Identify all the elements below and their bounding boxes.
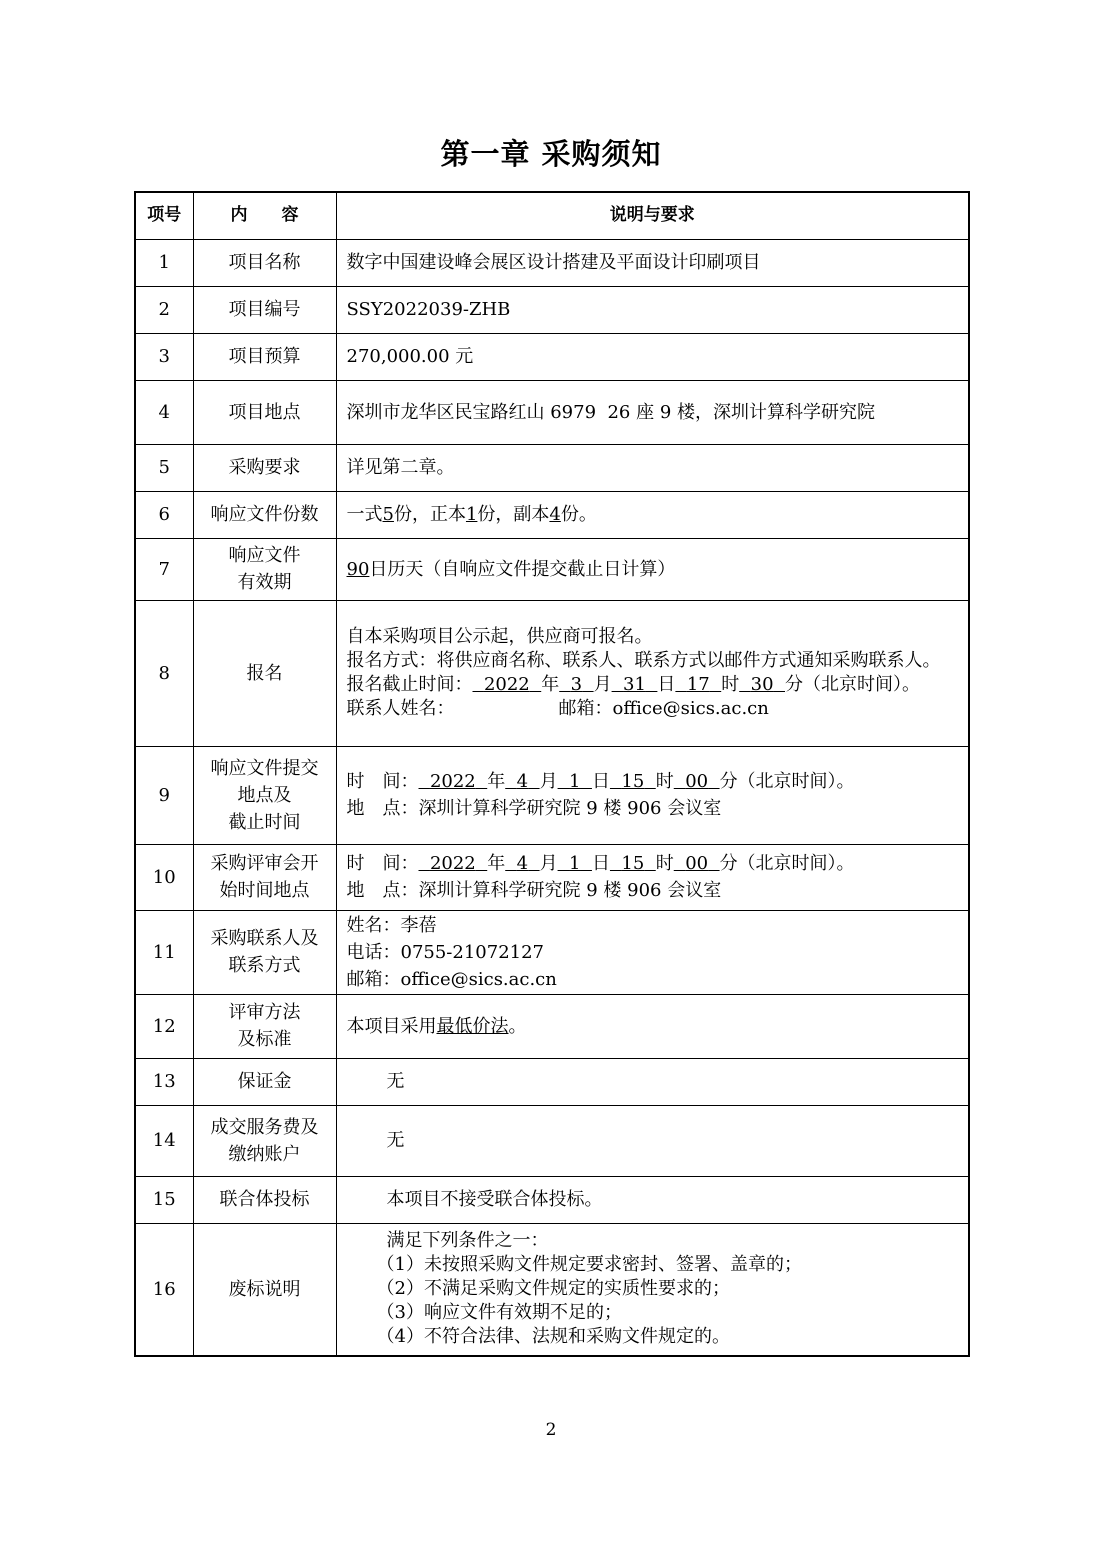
row-no: 16 <box>135 1223 193 1356</box>
item-line: 有效期 <box>237 572 292 593</box>
row-no: 5 <box>135 444 193 491</box>
row-item: 采购要求 <box>193 444 336 491</box>
review-time: 时 间： 2022 年 4 月 1 日 15 时 00 分（北京时间）。 <box>346 853 855 874</box>
row-item <box>193 746 336 844</box>
row-no: 8 <box>135 600 193 746</box>
page-number: 2 <box>545 1420 557 1440</box>
table-row <box>135 444 969 491</box>
desc-text: 一式 <box>346 504 383 525</box>
row-item: 报名 <box>193 600 336 746</box>
contact-name: 姓名：李蓓 <box>346 914 437 936</box>
item-line: 评审方法 <box>228 1002 301 1023</box>
item-line: 始时间地点 <box>219 880 310 901</box>
row-desc: 本项目不接受联合体投标。 <box>336 1176 969 1223</box>
table-row <box>135 746 969 844</box>
row-no: 13 <box>135 1058 193 1105</box>
row-desc <box>336 746 969 844</box>
item-line: 响应文件 <box>228 545 301 566</box>
row-desc <box>336 491 969 538</box>
page-title: 第一章 采购须知 <box>440 137 662 171</box>
table-row <box>135 1223 969 1356</box>
desc-line: 报名方式：将供应商名称、联系人、联系方式以邮件方式通知采购联系人。 <box>346 650 941 671</box>
review-place: 地 点：深圳计算科学研究院 9 楼 906 会议室 <box>346 880 722 901</box>
item-line: 响应文件提交 <box>210 757 319 779</box>
row-no: 10 <box>135 844 193 910</box>
item-line: 联系方式 <box>228 955 301 976</box>
row-no: 7 <box>135 538 193 600</box>
table-row <box>135 994 969 1058</box>
desc-line: 满足下列条件之一： <box>386 1230 549 1252</box>
item-line: 地点及 <box>237 784 292 806</box>
row-no: 1 <box>135 239 193 286</box>
item-line: 采购联系人及 <box>210 928 319 949</box>
row-no: 12 <box>135 994 193 1058</box>
row-desc: 深圳市龙华区民宝路红山 6979 26 座 9 楼，深圳计算科学研究院 <box>336 380 969 444</box>
row-no: 4 <box>135 380 193 444</box>
table-row <box>135 1058 969 1105</box>
desc-line: （4）不符合法律、法规和采购文件规定的。 <box>376 1326 730 1348</box>
contact-email: office@sics.ac.cn <box>612 698 769 719</box>
header-item: 内 容 <box>193 192 336 239</box>
item-line: 及标准 <box>237 1029 292 1050</box>
table-row <box>135 239 969 286</box>
contact-email: 邮箱：office@sics.ac.cn <box>346 968 557 990</box>
row-desc: 270,000.00 元 <box>336 333 969 380</box>
copies-total: 5 <box>382 504 394 525</box>
table-row <box>135 286 969 333</box>
row-item: 项目地点 <box>193 380 336 444</box>
contact-line: 联系人姓名： 邮箱：office@sics.ac.cn <box>346 698 769 719</box>
row-item: 项目预算 <box>193 333 336 380</box>
row-item: 项目编号 <box>193 286 336 333</box>
row-desc: 无 <box>336 1058 969 1105</box>
desc-text: 份，正本 <box>393 504 466 525</box>
submission-time: 时 间： 2022 年 4 月 1 日 15 时 00 分（北京时间）。 <box>346 771 855 792</box>
contact-phone: 电话：0755-21072127 <box>346 941 545 963</box>
table-row <box>135 333 969 380</box>
row-desc <box>336 600 969 746</box>
row-no: 6 <box>135 491 193 538</box>
procurement-notice-table <box>134 191 970 1357</box>
row-desc <box>336 910 969 994</box>
copies-duplicate: 4 <box>549 504 561 525</box>
row-desc <box>336 1223 969 1356</box>
item-line: 成交服务费及 <box>210 1116 319 1138</box>
row-item <box>193 844 336 910</box>
row-item <box>193 910 336 994</box>
row-desc: 无 <box>336 1105 969 1176</box>
row-no: 2 <box>135 286 193 333</box>
row-desc: 详见第二章。 <box>336 444 969 491</box>
desc-text: 份。 <box>560 504 597 525</box>
registration-deadline: 报名截止时间： 2022 年 3 月 31 日 17 时 30 分（北京时间）。 <box>346 674 921 695</box>
row-item: 响应文件份数 <box>193 491 336 538</box>
row-desc: 本项目采用最低价法。 <box>336 994 969 1058</box>
row-item <box>193 994 336 1058</box>
table-row <box>135 910 969 994</box>
table-row <box>135 380 969 444</box>
row-no: 15 <box>135 1176 193 1223</box>
desc-text: 日历天（自响应文件提交截止日计算） <box>369 558 676 580</box>
row-item: 项目名称 <box>193 239 336 286</box>
validity-days: 90 <box>346 558 370 580</box>
desc-line: （2）不满足采购文件规定的实质性要求的； <box>376 1278 730 1300</box>
item-line: 截止时间 <box>228 811 301 833</box>
item-line: 缴纳账户 <box>228 1143 301 1165</box>
row-desc: SSY2022039-ZHB <box>336 286 969 333</box>
desc-text: 份，副本 <box>477 504 550 525</box>
submission-place: 地 点：深圳计算科学研究院 9 楼 906 会议室 <box>346 798 722 819</box>
header-desc: 说明与要求 <box>336 192 969 239</box>
row-item <box>193 538 336 600</box>
row-item: 保证金 <box>193 1058 336 1105</box>
table-row <box>135 491 969 538</box>
row-desc: 数字中国建设峰会展区设计搭建及平面设计印刷项目 <box>336 239 969 286</box>
row-item: 废标说明 <box>193 1223 336 1356</box>
row-no: 3 <box>135 333 193 380</box>
desc-line: （3）响应文件有效期不足的； <box>376 1302 622 1324</box>
table-row <box>135 1105 969 1176</box>
row-item <box>193 1105 336 1176</box>
row-desc <box>336 538 969 600</box>
table-row <box>135 600 969 746</box>
table-header-row <box>135 192 969 239</box>
table-row <box>135 844 969 910</box>
item-line: 采购评审会开 <box>210 853 319 874</box>
table-row <box>135 538 969 600</box>
row-no: 11 <box>135 910 193 994</box>
row-desc <box>336 844 969 910</box>
table-row <box>135 1176 969 1223</box>
desc-line: 自本采购项目公示起，供应商可报名。 <box>346 626 653 647</box>
copies-original: 1 <box>465 504 478 525</box>
row-no: 14 <box>135 1105 193 1176</box>
evaluation-method: 最低价法 <box>436 1015 509 1037</box>
row-item: 联合体投标 <box>193 1176 336 1223</box>
desc-line: （1）未按照采购文件规定要求密封、签署、盖章的； <box>376 1254 802 1276</box>
row-no: 9 <box>135 746 193 844</box>
header-no: 项号 <box>135 192 193 239</box>
